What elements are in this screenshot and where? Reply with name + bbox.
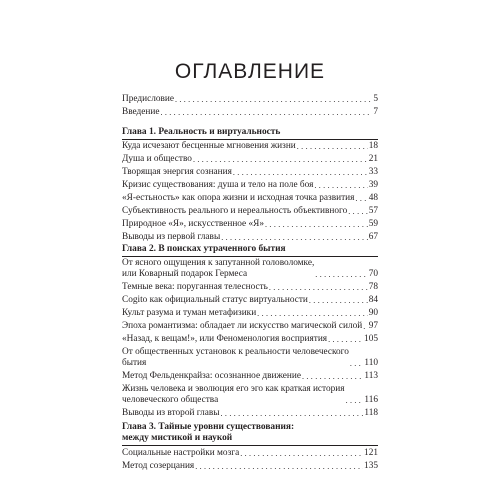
dot-leader bbox=[160, 107, 372, 118]
toc-entry bbox=[122, 232, 378, 243]
toc-entry bbox=[122, 282, 378, 293]
entry-title: «Назад, к вещам!», или Феноменология восприятия bbox=[122, 334, 328, 344]
entry-title: Душа и общество bbox=[122, 154, 192, 164]
dot-leader bbox=[350, 358, 363, 369]
entry-title: Cogito как официальный статус виртуальности bbox=[122, 295, 308, 305]
dot-leader bbox=[221, 408, 364, 419]
entry-title: Метод созерцания bbox=[122, 461, 195, 471]
entry-page: 78 bbox=[368, 282, 378, 292]
entry-title: Культ разума и туман метафизики bbox=[122, 308, 257, 318]
entry-title: Предисловие bbox=[122, 94, 174, 104]
entry-page: 21 bbox=[368, 154, 378, 164]
dot-leader bbox=[193, 154, 368, 165]
toc-entry bbox=[122, 258, 378, 280]
toc-entry bbox=[122, 180, 378, 191]
toc-entry bbox=[122, 206, 378, 217]
dot-leader bbox=[269, 282, 368, 293]
dot-leader bbox=[175, 94, 372, 105]
dot-leader bbox=[302, 371, 363, 382]
chapter-heading: Глава 1. Реальность и виртуальность bbox=[122, 127, 281, 137]
toc-entry bbox=[122, 295, 378, 306]
chapter-rule bbox=[122, 256, 378, 257]
chapter-rule bbox=[122, 139, 378, 140]
entry-page: 48 bbox=[368, 193, 378, 203]
entry-page: 90 bbox=[368, 308, 378, 318]
dot-leader bbox=[346, 395, 364, 406]
entry-title: Введение bbox=[122, 107, 160, 117]
entry-title: Кризис существования: душа и тело на поле боя bbox=[122, 180, 314, 190]
toc-entry bbox=[122, 107, 378, 118]
dot-leader bbox=[257, 308, 368, 319]
entry-page: 5 bbox=[373, 94, 378, 104]
entry-title: «Я-естьность» как опора жизни и исходная точка развития bbox=[122, 193, 355, 203]
entry-title: Выводы из второй главы bbox=[122, 408, 220, 418]
toc-entry bbox=[122, 154, 378, 165]
entry-title: Эпоха романтизма: обладает ли искусство магической силой bbox=[122, 321, 363, 331]
entry-page: 116 bbox=[364, 395, 378, 406]
entry-title: Социальные настройки мозга bbox=[122, 448, 240, 458]
chapter-heading: Глава 3. Тайные уровни существования: между мистикой и наукой bbox=[122, 422, 295, 444]
entry-page: 7 bbox=[373, 107, 378, 117]
dot-leader bbox=[195, 461, 363, 472]
dot-leader bbox=[363, 321, 368, 332]
toc-entry bbox=[122, 461, 378, 472]
toc-entry bbox=[122, 408, 378, 419]
toc-entry bbox=[122, 308, 378, 319]
toc-entry bbox=[122, 141, 378, 152]
dot-leader bbox=[355, 193, 367, 204]
dot-leader bbox=[328, 334, 363, 345]
entry-page: 121 bbox=[364, 448, 378, 458]
entry-title: Природное «Я», искусственное «Я» bbox=[122, 219, 265, 229]
dot-leader bbox=[348, 206, 367, 217]
chapter-heading: Глава 2. В поисках утраченного бытия bbox=[122, 244, 286, 254]
entry-page: 84 bbox=[368, 295, 378, 305]
entry-page: 67 bbox=[368, 232, 378, 242]
toc-entry bbox=[122, 371, 378, 382]
entry-title: Жизнь человека и эволюция его эго как краткая история человеческого общества bbox=[122, 384, 345, 406]
dot-leader bbox=[265, 219, 368, 230]
toc-entry bbox=[122, 193, 378, 204]
entry-page: 105 bbox=[364, 334, 378, 344]
dot-leader bbox=[221, 232, 368, 243]
entry-title: Метод Фельденкрайза: осознанное движение bbox=[122, 371, 301, 381]
entry-title: Куда исчезают бесценные мгновения жизни bbox=[122, 141, 296, 151]
entry-page: 110 bbox=[364, 358, 378, 369]
dot-leader bbox=[240, 448, 363, 459]
entry-title: От общественных установок к реальности человеческого бытия bbox=[122, 347, 349, 369]
dot-leader bbox=[314, 180, 367, 191]
toc-entry bbox=[122, 167, 378, 178]
toc-entry bbox=[122, 219, 378, 230]
entry-page: 97 bbox=[368, 321, 378, 331]
entry-page: 59 bbox=[368, 219, 378, 229]
entry-title: Творящая энергия сознания bbox=[122, 167, 232, 177]
dot-leader bbox=[233, 167, 368, 178]
entry-title: От ясного ощущения к запутанной головоломке, или Коварный подарок Гермеса bbox=[122, 258, 315, 280]
dot-leader bbox=[309, 295, 368, 306]
entry-page: 113 bbox=[364, 371, 378, 381]
entry-page: 70 bbox=[368, 269, 378, 280]
toc-entry bbox=[122, 321, 378, 332]
entry-page: 135 bbox=[364, 461, 378, 471]
entry-page: 18 bbox=[368, 141, 378, 151]
chapter-rule bbox=[122, 445, 378, 446]
toc-entry bbox=[122, 384, 378, 406]
entry-page: 118 bbox=[364, 408, 378, 418]
dot-leader bbox=[297, 141, 368, 152]
entry-title: Темные века: поруганная телесность bbox=[122, 282, 268, 292]
toc-entry bbox=[122, 347, 378, 369]
toc-entry bbox=[122, 448, 378, 459]
entry-page: 33 bbox=[368, 167, 378, 177]
dot-leader bbox=[315, 269, 367, 280]
entry-page: 39 bbox=[368, 180, 378, 190]
entry-title: Субъективность реального и нереальность объективного bbox=[122, 206, 348, 216]
entry-page: 57 bbox=[368, 206, 378, 216]
page-title: ОГЛАВЛЕНИЕ bbox=[174, 60, 326, 83]
toc-entry bbox=[122, 94, 378, 105]
toc-entry bbox=[122, 334, 378, 345]
entry-title: Выводы из первой главы bbox=[122, 232, 221, 242]
